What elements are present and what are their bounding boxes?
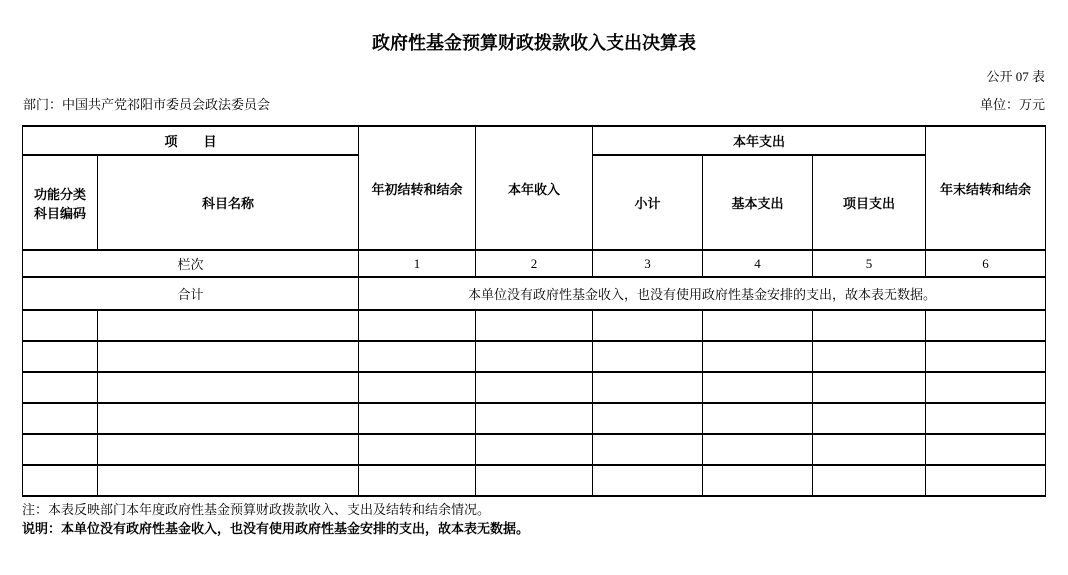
- table-row: [23, 434, 1046, 465]
- table-cell: [593, 310, 703, 341]
- table-cell: [23, 372, 98, 403]
- table-cell: [98, 341, 359, 372]
- table-cell: [926, 403, 1046, 434]
- column-index-cell: 2: [476, 250, 593, 277]
- table-cell: [703, 341, 813, 372]
- table-cell: [359, 465, 476, 496]
- header-project-expenditure: 项目支出: [813, 155, 926, 250]
- column-index-label: 栏次: [23, 250, 359, 277]
- table-cell: [98, 403, 359, 434]
- table-cell: [813, 465, 926, 496]
- header-beginning-balance: 年初结转和结余: [359, 126, 476, 250]
- table-cell: [593, 341, 703, 372]
- header-current-income: 本年收入: [476, 126, 593, 250]
- statement-line: 说明：本单位没有政府性基金收入，也没有使用政府性基金安排的支出，故本表无数据。: [22, 521, 530, 536]
- column-index-cell: 5: [813, 250, 926, 277]
- header-func-code-line1: 功能分类: [33, 186, 86, 202]
- table-cell: [98, 372, 359, 403]
- table-cell: [926, 465, 1046, 496]
- table-cell: [476, 403, 593, 434]
- table-cell: [703, 372, 813, 403]
- table-cell: [703, 465, 813, 496]
- table-cell: [926, 310, 1046, 341]
- header-yearend-balance: 年末结转和结余: [926, 126, 1046, 250]
- table-cell: [593, 372, 703, 403]
- table-cell: [593, 434, 703, 465]
- table-cell: [926, 434, 1046, 465]
- table-cell: [476, 310, 593, 341]
- total-label-cell: 合计: [23, 277, 359, 310]
- table-cell: [476, 372, 593, 403]
- header-func-code-line2: 科目编码: [33, 205, 86, 221]
- column-index-cell: 6: [926, 250, 1046, 277]
- table-row: [23, 403, 1046, 434]
- table-cell: [359, 310, 476, 341]
- header-subject-name: 科目名称: [98, 155, 359, 250]
- page-title: 政府性基金预算财政拨款收入支出决算表: [372, 33, 696, 53]
- department-label: 部门：中国共产党祁阳市委员会政法委员会: [23, 97, 271, 112]
- table-cell: [23, 310, 98, 341]
- total-row: [23, 277, 1046, 310]
- table-cell: [813, 403, 926, 434]
- table-cell: [359, 372, 476, 403]
- table-cell: [98, 310, 359, 341]
- table-row: [23, 372, 1046, 403]
- column-index-cell: 1: [359, 250, 476, 277]
- table-cell: [926, 372, 1046, 403]
- header-func-code: [23, 155, 98, 250]
- table-cell: [593, 403, 703, 434]
- table-cell: [813, 372, 926, 403]
- table-cell: [703, 434, 813, 465]
- footer-notes: [22, 500, 1068, 538]
- table-cell: [813, 434, 926, 465]
- header-basic-expenditure: 基本支出: [703, 155, 813, 250]
- table-cell: [23, 465, 98, 496]
- table-cell: [98, 434, 359, 465]
- table-cell: [359, 341, 476, 372]
- table-cell: [98, 465, 359, 496]
- table-cell: [703, 403, 813, 434]
- table-cell: [476, 434, 593, 465]
- table-row: [23, 465, 1046, 496]
- table-cell: [23, 403, 98, 434]
- table-cell: [813, 310, 926, 341]
- budget-table: [22, 125, 1046, 497]
- header-row-1: [23, 126, 1046, 155]
- table-code-label: 公开 07 表: [986, 69, 1045, 84]
- header-project: 项 目: [23, 126, 359, 155]
- table-cell: [23, 341, 98, 372]
- table-cell: [359, 403, 476, 434]
- table-cell: [926, 341, 1046, 372]
- table-cell: [813, 341, 926, 372]
- unit-label: 单位：万元: [979, 97, 1045, 112]
- table-cell: [593, 465, 703, 496]
- header-subtotal: 小计: [593, 155, 703, 250]
- table-cell: [23, 434, 98, 465]
- table-cell: [476, 465, 593, 496]
- no-data-note-cell: 本单位没有政府性基金收入，也没有使用政府性基金安排的支出，故本表无数据。: [359, 277, 1046, 310]
- note-line: 注：本表反映部门本年度政府性基金预算财政拨款收入、支出及结转和结余情况。: [22, 502, 491, 517]
- column-index-row: [23, 250, 1046, 277]
- table-row: [23, 310, 1046, 341]
- table-row: [23, 341, 1046, 372]
- column-index-cell: 4: [703, 250, 813, 277]
- table-cell: [359, 434, 476, 465]
- table-cell: [476, 341, 593, 372]
- meta-row: [23, 96, 1045, 114]
- header-current-expenditure: 本年支出: [593, 126, 926, 155]
- column-index-cell: 3: [593, 250, 703, 277]
- table-cell: [703, 310, 813, 341]
